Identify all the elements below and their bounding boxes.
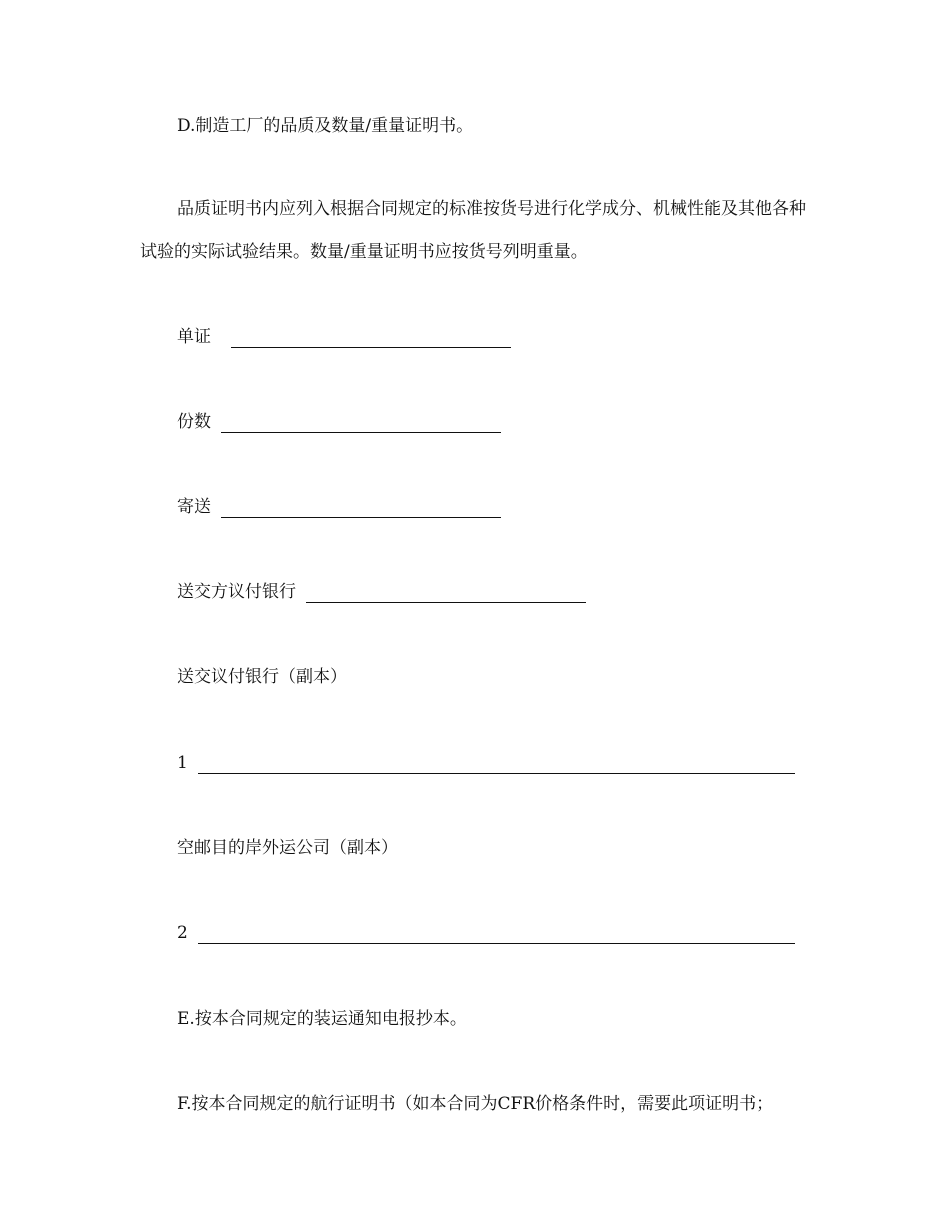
send-blank-line (221, 501, 501, 518)
item-2-field (177, 922, 795, 944)
single-cert-label: 单证 (177, 327, 211, 347)
section-e-text: E.按本合同规定的装运通知电报抄本。 (177, 1009, 467, 1029)
section-f-text: F.按本合同规定的航行证明书（如本合同为CFR价格条件时，需要此项证明书； (177, 1094, 774, 1114)
airmail-copy-text: 空邮目的岸外运公司（副本） (177, 838, 398, 858)
deliver-bank-field (177, 581, 586, 603)
deliver-bank-blank-line (306, 586, 586, 603)
item-2-blank-line (198, 927, 795, 944)
send-field (177, 496, 501, 518)
item-1-number: 1 (177, 753, 188, 773)
copies-field (177, 411, 501, 433)
item-1-blank-line (198, 757, 795, 774)
section-d-heading: D.制造工厂的品质及数量/重量证明书。 (177, 116, 474, 136)
copies-blank-line (221, 416, 501, 433)
item-1-field (177, 752, 795, 774)
send-label: 寄送 (177, 497, 211, 517)
item-2-number: 2 (177, 923, 188, 943)
single-cert-blank-line (231, 331, 511, 348)
quality-certificate-paragraph: 品质证明书内应列入根据合同规定的标准按货号进行化学成分、机械性能及其他各种试验的实际试验结果。数量/重量证明书应按货号列明重量。 (140, 199, 806, 262)
deliver-bank-copy-text: 送交议付银行（副本） (177, 667, 347, 687)
copies-label: 份数 (177, 412, 211, 432)
deliver-bank-label: 送交方议付银行 (177, 582, 296, 602)
single-cert-field (177, 326, 511, 348)
